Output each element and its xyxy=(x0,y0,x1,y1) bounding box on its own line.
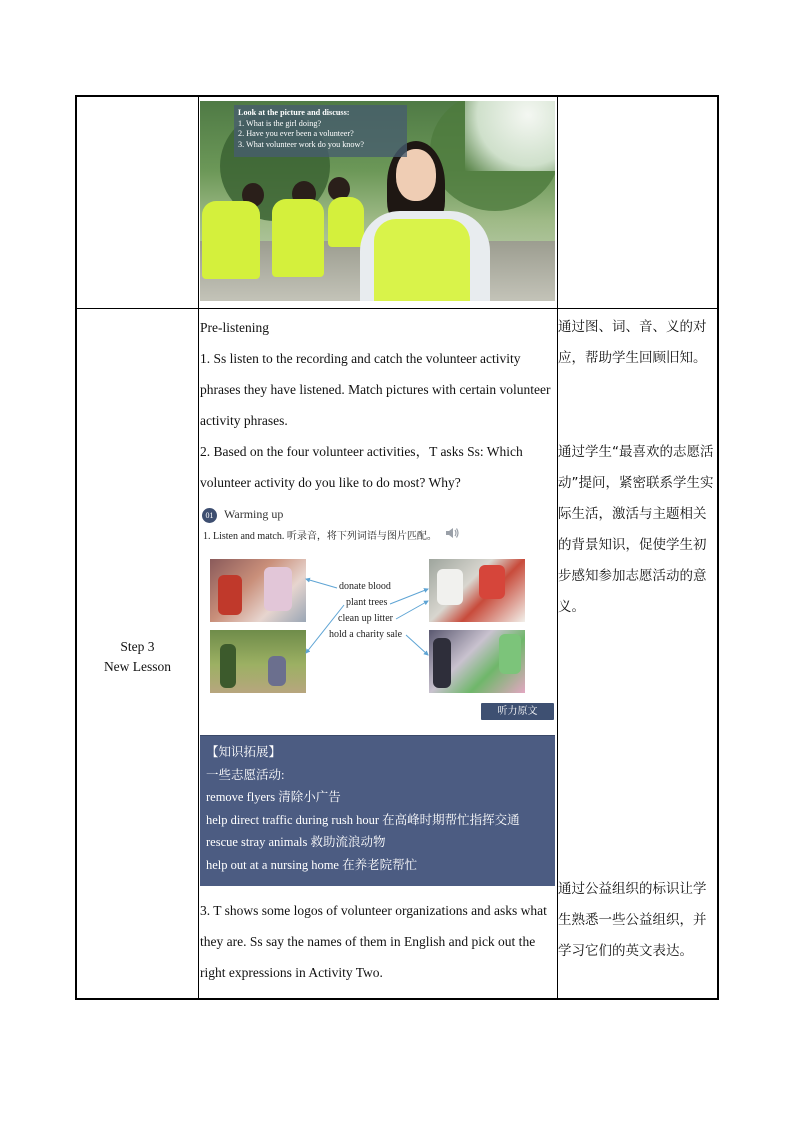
step-label xyxy=(77,637,198,677)
prompt-line: 2. Have you ever been a volunteer? xyxy=(238,129,354,138)
section-heading: Pre-listening xyxy=(200,320,269,335)
teaching-note-1: 通过图、词、音、义的对应，帮助学生回顾旧知。 xyxy=(558,319,707,366)
phrase-label: plant trees xyxy=(346,597,388,608)
step-name: New Lesson xyxy=(103,659,172,674)
section-badge: 01 xyxy=(202,508,217,523)
box-line: help out at a nursing home 在养老院帮忙 xyxy=(206,857,418,872)
row-divider xyxy=(77,308,717,309)
box-line: remove flyers 清除小广告 xyxy=(206,790,341,804)
phrase-label: donate blood xyxy=(339,581,391,592)
pre-listening-section xyxy=(200,312,555,498)
phrase-label: clean up litter xyxy=(338,613,393,624)
discussion-prompt xyxy=(234,105,407,157)
activity-item-3: 3. T shows some logos of volunteer organizations and asks what they are. Ss say the names of them in English and pick out the right expressions in Activity Two. xyxy=(200,903,547,980)
prompt-line: 3. What volunteer work do you know? xyxy=(238,139,365,149)
box-line: 一些志愿活动: xyxy=(206,767,285,782)
box-line: rescue stray animals 救助流浪动物 xyxy=(206,835,386,849)
logo-activity-section xyxy=(200,895,555,988)
activity-item-2: 2. Based on the four volunteer activities，T asks Ss: Which volunteer activity do you like to do most? Why? xyxy=(200,444,523,490)
warming-title: Warming up xyxy=(224,507,284,521)
matching-lines xyxy=(200,505,555,723)
volunteer-photo xyxy=(200,101,555,301)
prompt-line: 1. What is the girl doing? xyxy=(238,118,322,128)
teaching-note-2: 通过学生“最喜欢的志愿活动”提问，紧密联系学生实际生活，激活与主题相关的背景知识，促使学生初步感知参加志愿活动的意义。 xyxy=(558,444,714,615)
warming-up-slide xyxy=(200,505,555,723)
phrase-label: hold a charity sale xyxy=(329,629,403,640)
box-title: 【知识拓展】 xyxy=(206,745,282,759)
activity-item-1: 1. Ss listen to the recording and catch the volunteer activity phrases they have listened. Match pictures with certain volunteer activity phrases. xyxy=(200,351,551,428)
warming-instruction: 1. Listen and match. 听录音，将下列词语与图片匹配。 xyxy=(203,531,437,542)
knowledge-extension-box xyxy=(200,735,555,886)
listening-script-button[interactable]: 听力原文 xyxy=(481,703,554,720)
lesson-plan-table xyxy=(75,95,719,1000)
teaching-note-3: 通过公益组织的标识让学生熟悉一些公益组织，并学习它们的英文表达。 xyxy=(558,881,707,959)
step-number: Step 3 xyxy=(120,639,155,654)
column-divider-1 xyxy=(198,97,199,998)
prompt-title: Look at the picture and discuss: xyxy=(238,108,350,117)
box-line: help direct traffic during rush hour 在高峰时期帮忙指挥交通 xyxy=(206,812,520,827)
